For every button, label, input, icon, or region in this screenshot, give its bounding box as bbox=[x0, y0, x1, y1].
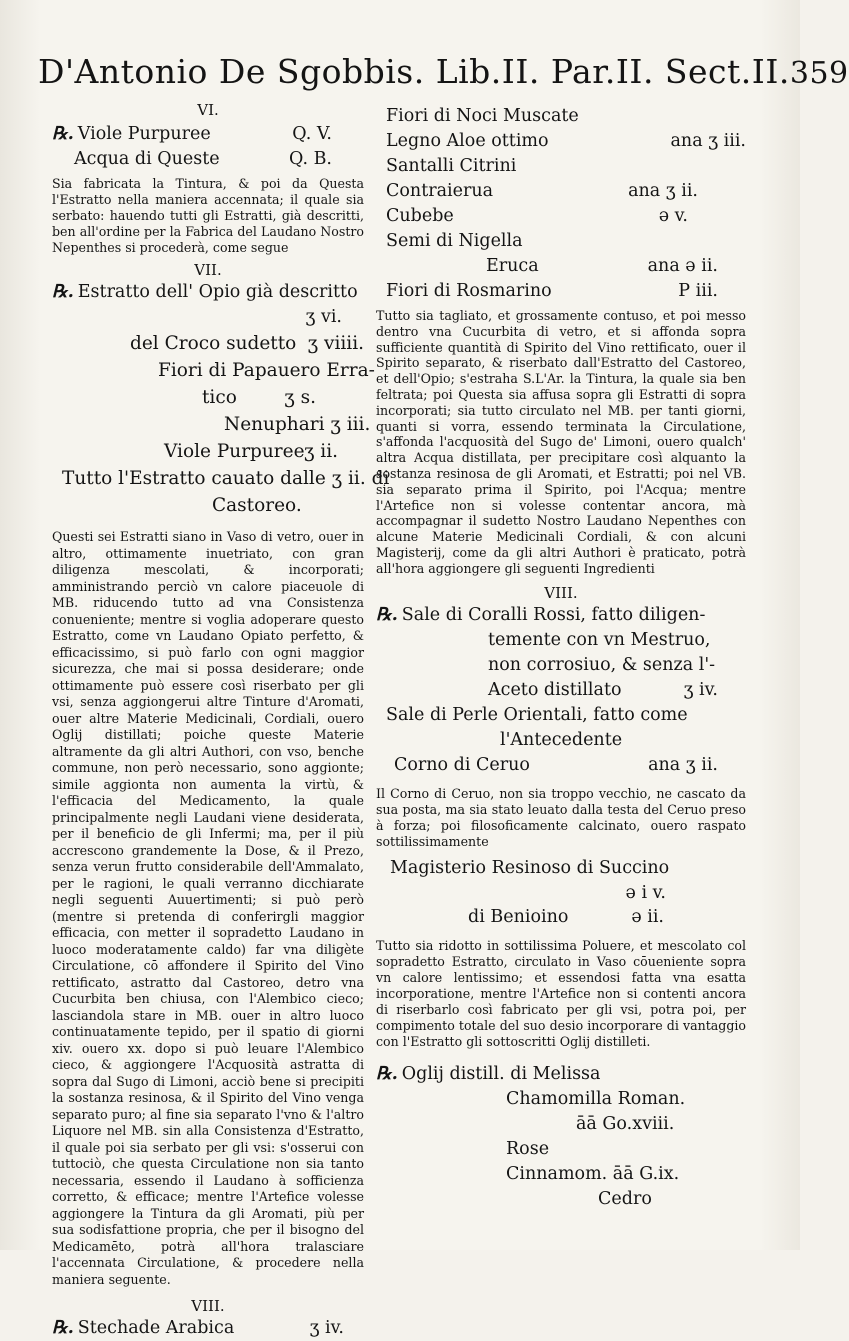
ingredient-name: Chamomilla Roman. bbox=[506, 1088, 686, 1109]
ingredient-name: tico bbox=[202, 387, 237, 408]
ingredient-quantity: ana ʒ ii. bbox=[648, 754, 718, 775]
header-title: D'Antonio De Sgobbis. Lib.II. Par.II. Sect.II. bbox=[38, 52, 790, 91]
recipe-line bbox=[376, 1112, 746, 1137]
ingredient-name: Nenuphari ʒ iii. bbox=[224, 414, 371, 435]
ingredient-name: Legno Aloe ottimo bbox=[386, 131, 549, 151]
recipe-line bbox=[52, 305, 364, 330]
recipe-line bbox=[52, 411, 371, 438]
paragraph: Sia fabricata la Tintura, & poi da Questa l'Estratto nella maniera accennata; il quale sia serbato: hauendo tutti gli Estratti, già descritti, ben all'ordine per la Fabrica del Laudano Nostro Nepenthes si procederà, come segue bbox=[52, 176, 364, 255]
ingredient-quantity: ʒ iv. bbox=[683, 679, 718, 700]
ingredient-name: Santalli Citrini bbox=[386, 156, 517, 176]
ingredient-name: Oglij distill. di Melissa bbox=[401, 1063, 601, 1084]
ingredient-quantity: Q. B. bbox=[288, 149, 332, 169]
ingredient-quantity: ʒ s. bbox=[284, 387, 316, 408]
recipe-symbol: ℞. bbox=[52, 124, 74, 144]
ingredient-quantity: ə i v. bbox=[625, 882, 666, 903]
ingredient-quantity: ʒ ii. bbox=[303, 441, 338, 462]
left-column bbox=[52, 100, 390, 1341]
ingredient-name: l'Antecedente bbox=[500, 729, 623, 750]
recipe-line bbox=[52, 357, 375, 384]
recipe-line bbox=[52, 122, 364, 147]
ingredient-quantity: ʒ viiii. bbox=[307, 333, 364, 354]
ingredient-name: Castoreo. bbox=[212, 495, 302, 516]
recipe-line bbox=[376, 753, 746, 778]
ingredient-quantity: ə ii. bbox=[631, 906, 664, 927]
recipe-line bbox=[376, 856, 746, 881]
ingredient-name: Semi di Nigella bbox=[386, 231, 523, 251]
ingredient-quantity: ana ʒ ii. bbox=[628, 181, 698, 201]
recipe-line bbox=[376, 1187, 746, 1212]
recipe-line bbox=[376, 1137, 746, 1162]
recipe-line bbox=[376, 653, 746, 678]
ingredient-name: Contraierua bbox=[386, 181, 494, 201]
recipe-line bbox=[376, 1087, 746, 1112]
recipe-line bbox=[376, 204, 746, 229]
paragraph: Tutto sia tagliato, et grossamente contuso, et poi messo dentro vna Cucurbita di vetro, et si affonda sopra sufficiente quantità di Spirito del Vino rettificato, ouer il Spirito separato, & riserbato dall'Estratto del Castoreo, et dell'Opio; s'estraha S.L'Ar. la Tintura, la quale sia ben feltrata; poi Questa sia affusa sopra gli Estratti di sopra incorporati; sia tutto circulato nel MB. per tanti giorni, quanti si vorra, essendo terminata la Circulatione, s'affonda l'acquosità del Sugo de' Limoni, ouero qualch' altra Acqua distillata, per precipitare così alquanto la sostanza resinosa de gli Aromati, et Estratti; poi nel VB. sia separato prima il Spirito, poi l'Acqua; mentre l'Artefice non si volesse contentar ancora, mà accompagnar il sudetto Nostro Laudano Nepenthes con alcune Materie Medicinali Cordiali, & con alcuni Magisterij, come da gli altri Authori è praticato, potrà all'hora aggiongere gli seguenti Ingredienti bbox=[376, 308, 746, 576]
ingredient-name: Magisterio Resinoso di Succino bbox=[390, 857, 670, 878]
ingredient-name: del Croco sudetto bbox=[130, 333, 297, 354]
ingredient-name: Stechade Arabica bbox=[77, 1318, 235, 1338]
ingredient-quantity: Q. V. bbox=[292, 124, 332, 144]
recipe-line bbox=[376, 703, 746, 728]
recipe-line bbox=[52, 330, 364, 357]
ingredient-name: Viole Purpuree bbox=[77, 124, 211, 144]
ingredient-quantity: ə v. bbox=[658, 206, 688, 226]
recipe-line bbox=[52, 384, 364, 411]
recipe-line bbox=[376, 728, 746, 753]
ingredient-name: Cubebe bbox=[386, 206, 454, 226]
ingredient-name: Fiori di Noci Muscate bbox=[386, 106, 579, 126]
section-heading-viii: VIII. bbox=[191, 1297, 225, 1315]
ingredient-name: Acqua di Queste bbox=[74, 149, 220, 169]
paragraph: Questi sei Estratti siano in Vaso di vetro, ouer in altro, ottimamente inuetriato, con gran diligenza mescolati, & incorporati; amministrando perciò vn calore piaceuole di MB. riducendo tutto ad vna Consistenza conueniente; mentre si voglia adoperare questo Estratto, come vn Laudano Opiato perfetto, & efficacissimo, si può farlo con ogni maggior sicurezza, che mai si possa desiderare; onde ottimamente può essere così riserbato per gli vsi, senza aggiongerui altre Tinture d'Aromati, ouer altre Materie Medicinali, Cordiali, ouero Oglij distillati; poiche queste Materie altramente da gli altri Authori, con vso, benche commune, non però necessario, sono aggionte; simile aggionta non aumenta la virtù, & l'efficacia del Medicamento, la quale principalmente negli Laudani viene desiderata, per il beneficio de gli Infermi; ma, per il più accrescono grandemente la Dose, & il Prezo, senza verun frutto considerabile dell'Ammalato, per le ragioni, le quali verranno dicchiarate negli seguenti Auuertimenti; si può però (mentre si pretenda di conferirgli maggior efficacia, con metter il sopradetto Laudano in luoco moderatamente caldo) far vna diligète Circulatione, cō affondere il Spirito del Vino rettificato, astratto dal Castoreo, detro vna Cucurbita ben chiusa, con l'Alembico cieco; lasciandola stare in MB. ouer in altro luoco continuatamente tepido, per il spatio di giorni xiv. ouero xx. dopo si può leuare l'Alembico cieco, & aggiongere l'Acquosità astratta di sopra dal Sugo di Limoni, acciò bene si precipiti la sostanza resinosa, & il Spirito del Vino venga separato puro; al fine sia separato l'vno & l'altro Liquore nel MB. sin alla Consistenza d'Estratto, il quale poi sia serbato per gli vsi: s'osserui con tuttociò, che questa Circulatione non sia tanto necessaria, essendo il Laudano à sofficienza corretto, & efficace; mentre l'Artefice volesse aggiongere la Tintura da gli Aromati, più per sua sodisfattione propria, che per il bisogno del Medicamēto, potrà all'hora tralasciare l'accennata Circulatione, & procedere nella maniera seguente. bbox=[52, 529, 364, 1287]
ingredient-name: Sale di Coralli Rossi, fatto diligen- bbox=[401, 604, 706, 625]
ingredient-name: Cedro bbox=[598, 1188, 652, 1209]
recipe-line bbox=[52, 465, 390, 492]
ingredient-name: temente con vn Mestruo, bbox=[488, 629, 711, 650]
recipe-line bbox=[376, 1162, 746, 1187]
ingredient-quantity: ʒ iv. bbox=[309, 1318, 344, 1338]
recipe-line bbox=[376, 254, 746, 279]
right-column bbox=[376, 104, 746, 1212]
ingredient-name: Viole Purpuree bbox=[164, 441, 305, 462]
page-number: 359 bbox=[789, 56, 849, 91]
recipe-line bbox=[376, 104, 746, 129]
recipe-line bbox=[376, 905, 746, 930]
recipe-line bbox=[376, 881, 746, 905]
recipe-line bbox=[376, 678, 746, 703]
recipe-line bbox=[376, 229, 746, 254]
recipe-line bbox=[376, 628, 746, 653]
recipe-line bbox=[376, 279, 746, 304]
ingredient-name: Cinnamom. āā G.ix. bbox=[506, 1163, 680, 1184]
ingredient-name: di Benioino bbox=[468, 906, 569, 927]
ingredient-name: Tutto l'Estratto cauato dalle ʒ ii. di bbox=[62, 468, 390, 489]
ingredient-quantity: P iii. bbox=[678, 281, 718, 301]
paragraph: Il Corno di Ceruo, non sia troppo vecchio, ne cascato da sua posta, ma sia stato leuato dalla testa del Ceruo preso à forza; poi filosoficamente calcinato, ouero raspato sottilissimamente bbox=[376, 785, 746, 849]
section-heading-vi: VI. bbox=[197, 101, 219, 119]
section-heading-viii-right: VIII. bbox=[544, 583, 578, 602]
ingredient-quantity: ʒ vi. bbox=[305, 307, 342, 327]
recipe-line bbox=[376, 603, 746, 628]
ingredient-quantity: ana ə ii. bbox=[647, 256, 718, 276]
recipe-line bbox=[376, 1062, 746, 1087]
running-header bbox=[38, 52, 849, 102]
recipe-line bbox=[52, 492, 364, 519]
recipe-line bbox=[376, 179, 746, 204]
ingredient-name: Rose bbox=[506, 1138, 550, 1159]
section-heading-vii: VII. bbox=[194, 261, 222, 279]
recipe-line bbox=[376, 129, 746, 154]
ingredient-name: Corno di Ceruo bbox=[394, 754, 530, 775]
ingredient-name: Fiori di Papauero Erra- bbox=[158, 360, 375, 381]
recipe-line bbox=[52, 280, 364, 305]
ingredient-name: Fiori di Rosmarino bbox=[386, 281, 552, 301]
recipe-line bbox=[52, 438, 364, 465]
ingredient-quantity: ana ʒ iii. bbox=[670, 131, 746, 151]
recipe-line bbox=[52, 147, 364, 172]
ingredient-name: Sale di Perle Orientali, fatto come bbox=[386, 704, 688, 725]
recipe-symbol: ℞. bbox=[376, 1063, 398, 1084]
recipe-line bbox=[52, 1316, 364, 1341]
ingredient-name: Eruca bbox=[486, 256, 539, 276]
recipe-symbol: ℞. bbox=[52, 1318, 74, 1338]
recipe-symbol: ℞. bbox=[52, 282, 74, 302]
ingredient-name: non corrosiuo, & senza l'- bbox=[488, 654, 716, 675]
ingredient-name: Estratto dell' Opio già descritto bbox=[77, 282, 358, 302]
ingredient-quantity: āā Go.xviii. bbox=[576, 1113, 675, 1134]
recipe-symbol: ℞. bbox=[376, 604, 398, 625]
paragraph: Tutto sia ridotto in sottilissima Poluere, et mescolato col sopradetto Estratto, circulato in Vaso cōueniente sopra vn calore lentissimo; et essendosi fatta vna esatta incorporatione, mentre l'Artefice non si contenti ancora di riserbarlo così fabricato per gli vsi, potra poi, per compimento totale del suo desio incorporare di vantaggio con l'Estratto gli sottoscritti Oglij distilleti. bbox=[376, 937, 746, 1049]
recipe-line bbox=[376, 154, 746, 179]
ingredient-name: Aceto distillato bbox=[488, 679, 622, 700]
